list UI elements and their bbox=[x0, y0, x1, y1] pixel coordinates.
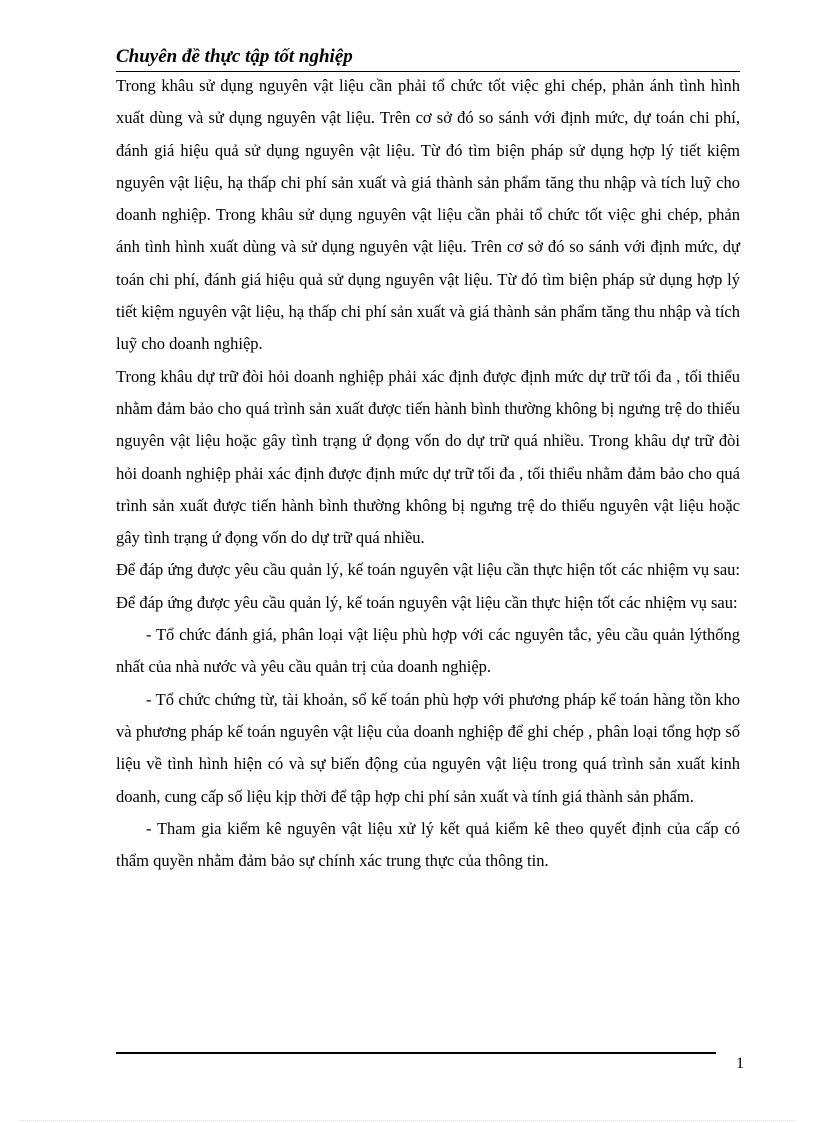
page-edge-divider bbox=[20, 1120, 796, 1121]
page-header-title: Chuyên đề thực tập tốt nghiệp bbox=[116, 44, 740, 72]
bullet-item: - Tổ chức chứng từ, tài khoản, sổ kế toán phù hợp với phương pháp kế toán hàng tồn kho và phương pháp kế toán nguyên vật liệu của doanh nghiệp để ghi chép , phân loại tổng hợp số liệu về tình hình hiện có và sự biến động của nguyên vật liệu trong quá trình sản xuất kinh doanh, cung cấp số liệu kịp thời để tập hợp chi phí sản xuất và tính giá thành sản phẩm. bbox=[116, 689, 740, 806]
footer-divider bbox=[116, 1052, 716, 1054]
document-body bbox=[116, 70, 740, 877]
paragraph-usage: Trong khâu sử dụng nguyên vật liệu cần phải tổ chức tốt việc ghi chép, phản ánh tình hình xuất dùng và sử dụng nguyên vật liệu. Trên cơ sở đó so sánh với định mức, dự toán chi phí, đánh giá hiệu quả sử dụng nguyên vật liệu. Từ đó tìm biện pháp sử dụng hợp lý tiết kiệm nguyên vật liệu, hạ thấp chi phí sản xuất và giá thành sản phẩm tăng thu nhập và tích luỹ cho doanh nghiệp. Trong khâu sử dụng nguyên vật liệu cần phải tổ chức tốt việc ghi chép, phản ánh tình hình xuất dùng và sử dụng nguyên vật liệu. Trên cơ sở đó so sánh với định mức, dự toán chi phí, đánh giá hiệu quả sử dụng nguyên vật liệu. Từ đó tìm biện pháp sử dụng hợp lý tiết kiệm nguyên vật liệu, hạ thấp chi phí sản xuất và giá thành sản phẩm tăng thu nhập và tích luỹ cho doanh nghiệp. bbox=[116, 76, 740, 354]
bullet-item: - Tham gia kiểm kê nguyên vật liệu xử lý kết quả kiểm kê theo quyết định của cấp có thẩm quyền nhằm đảm bảo sự chính xác trung thực của thông tin. bbox=[116, 818, 740, 871]
paragraph-reserve: Trong khâu dự trữ đòi hỏi doanh nghiệp phải xác định được định mức dự trữ tối đa , tối thiểu nhằm đảm bảo cho quá trình sản xuất được tiến hành bình thường không bị ngưng trệ do thiếu nguyên vật liệu hoặc gây tình trạng ứ đọng vốn do dự trữ quá nhiều. Trong khâu dự trữ đòi hỏi doanh nghiệp phải xác định được định mức dự trữ tối đa , tối thiểu nhằm đảm bảo cho quá trình sản xuất được tiến hành bình thường không bị ngưng trệ do thiếu nguyên vật liệu hoặc gây tình trạng ứ đọng vốn do dự trữ quá nhiều. bbox=[116, 366, 740, 548]
bullet-item: - Tổ chức đánh giá, phân loại vật liệu phù hợp với các nguyên tắc, yêu cầu quản lýthống nhất của nhà nước và yêu cầu quản trị của doanh nghiệp. bbox=[116, 625, 740, 677]
page-number: 1 bbox=[736, 1055, 744, 1072]
paragraph-tasks-intro: Để đáp ứng được yêu cầu quản lý, kế toán nguyên vật liệu cần thực hiện tốt các nhiệm vụ sau: Để đáp ứng được yêu cầu quản lý, kế toán nguyên vật liệu cần thực hiện tốt các nhiệm vụ sau: bbox=[116, 560, 740, 612]
